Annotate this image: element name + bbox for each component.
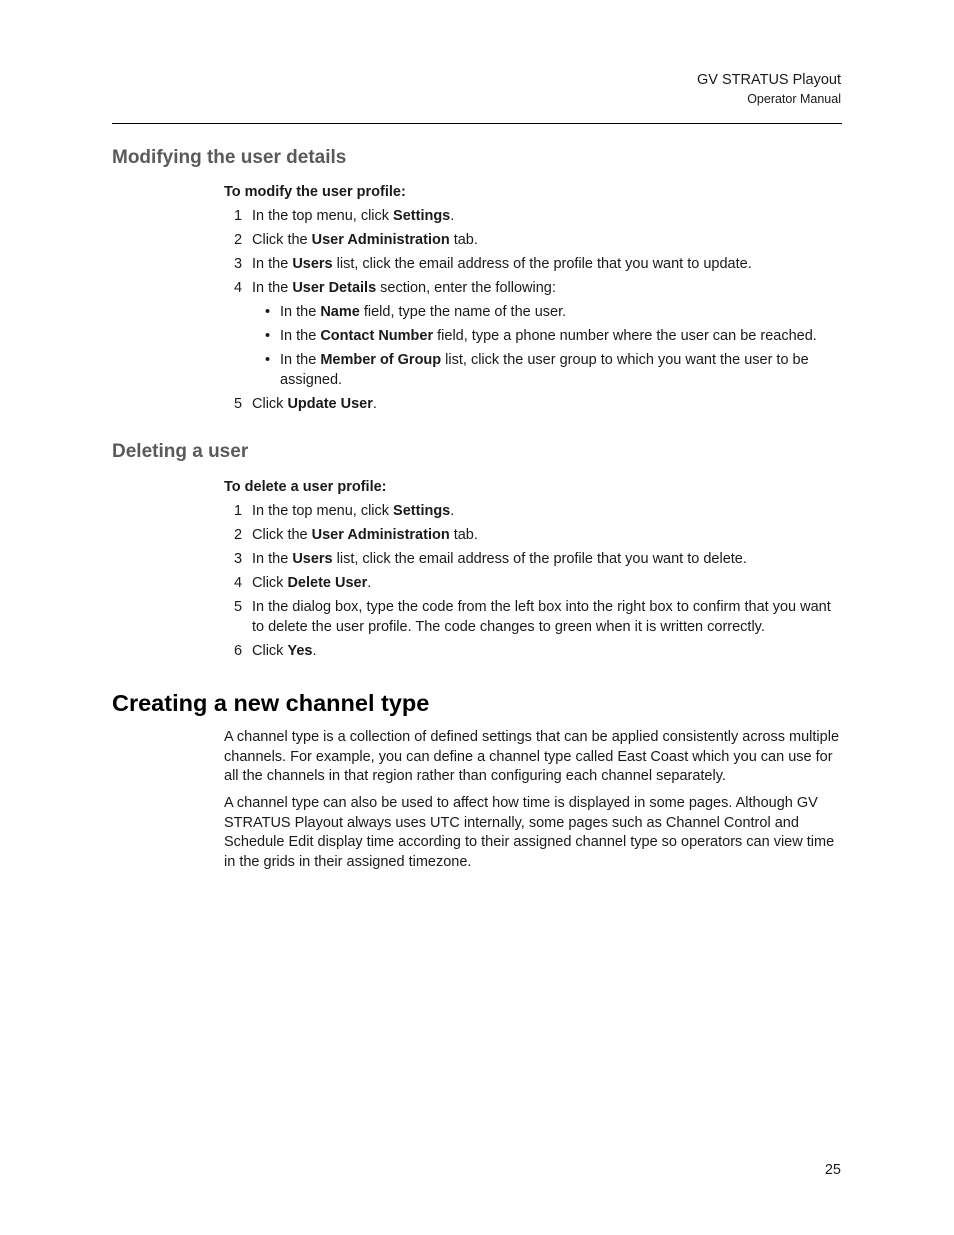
bullet-item: • In the Member of Group list, click the user group to which you want the user to be assigned. <box>265 352 809 388</box>
section-heading-modify: Modifying the user details <box>112 147 347 168</box>
header-title: GV STRATUS Playout <box>697 72 841 88</box>
paragraph: A channel type can also be used to affect how time is displayed in some pages. Although GV STRATUS Playout always uses UTC internally, some pages such as Channel Control and Schedule Edit display time according to their assigned channel type so operators can view time in the grids in their assigned timezone. <box>224 795 835 870</box>
list-item: 2 Click the User Administration tab. <box>234 232 478 248</box>
list-item: 4 Click Delete User. <box>234 575 372 591</box>
list-item: 5 Click Update User. <box>234 396 377 412</box>
header-subtitle: Operator Manual <box>747 92 841 106</box>
section-heading-delete: Deleting a user <box>112 441 249 462</box>
section-heading-channel: Creating a new channel type <box>112 690 430 716</box>
list-item: 3 In the Users list, click the email address of the profile that you want to delete. <box>234 551 747 567</box>
paragraph: A channel type is a collection of defined settings that can be applied consistently across multiple channels. For example, you can define a channel type called East Coast which you can use for all the channels in that region rather than configuring each channel separately. <box>224 729 840 785</box>
bullet-item: • In the Contact Number field, type a phone number where the user can be reached. <box>265 328 817 344</box>
bullet-item: • In the Name field, type the name of the user. <box>265 304 567 320</box>
list-item: 5 In the dialog box, type the code from the left box into the right box to confirm that you want to delete the user profile. The code changes to green when it is written correctly. <box>234 599 831 635</box>
procedure-title: To delete a user profile: <box>224 479 387 495</box>
procedure-delete <box>224 477 844 661</box>
list-item: 3 In the Users list, click the email address of the profile that you want to update. <box>234 256 752 272</box>
steps-list <box>224 501 844 661</box>
running-header <box>697 70 841 108</box>
list-item: 4 In the User Details section, enter the following: • In the Name field, type the name of the user. • In the Contact Number field, type a phone number where the user can be reached. • In the Member of Group list, click the user group to which you want the user to be assigned. <box>224 278 844 390</box>
list-item: 6 Click Yes. <box>234 643 317 659</box>
procedure-modify <box>224 182 844 414</box>
list-item: 1 In the top menu, click Settings. <box>234 503 455 519</box>
steps-list <box>224 206 844 414</box>
header-rule <box>112 123 842 124</box>
list-item: 1 In the top menu, click Settings. <box>234 208 455 224</box>
bullet-list <box>252 302 844 390</box>
procedure-title: To modify the user profile: <box>224 184 406 200</box>
list-item: 2 Click the User Administration tab. <box>234 527 478 543</box>
page-number: 25 <box>824 1162 841 1178</box>
